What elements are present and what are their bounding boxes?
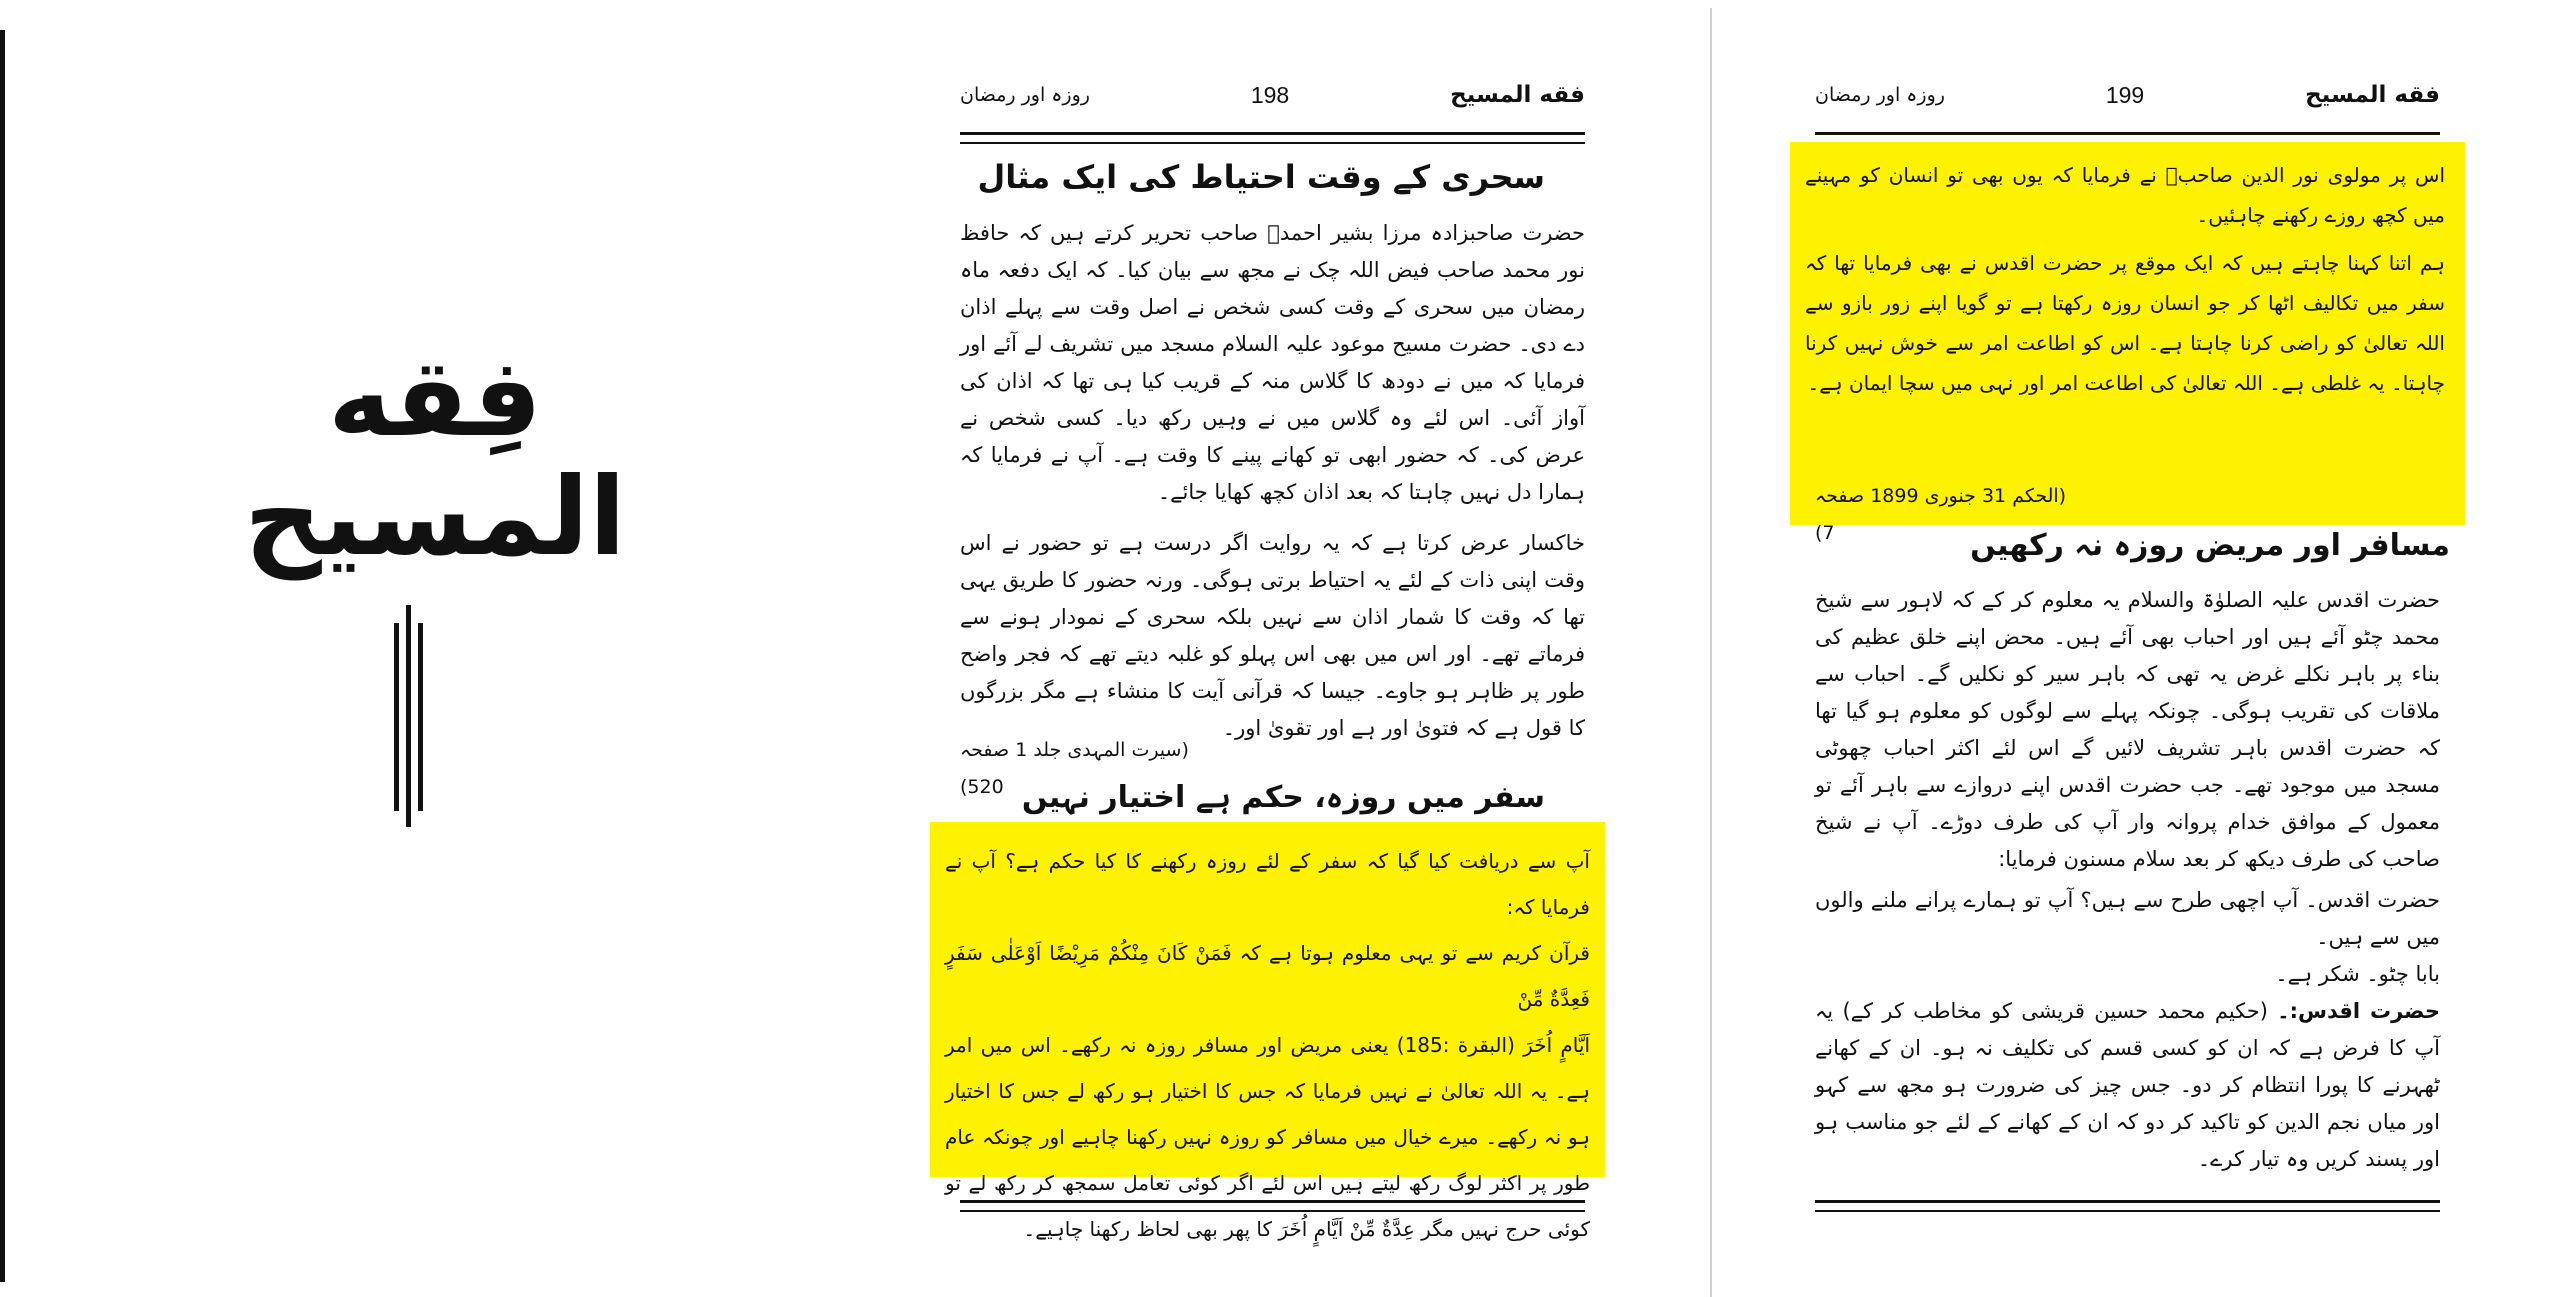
paragraph [960,525,1585,747]
paragraph-text: اَيَّامٍ اُخَرَ (البقرة :185) یعنی مریض اور مسافر روزہ نہ رکھے۔ اس میں امر ہے۔ یہ اللہ تعالیٰ نے نہیں فرمایا کہ جس کا اختیار ہو رکھ لے جس کا اختیار ہو نہ رکھے۔ میرے خیال میں مسافر کو روزہ نہیں رکھنا چاہیے اور چونکہ عام طور پر اکثر لوگ رکھ لیتے ہیں اس لئے اگر کوئی تعامل سمجھ کر رکھ لے تو کوئی حرج نہیں مگر عِدَّةٌ مِّنْ اَيَّامٍ اُخَرَ کا پھر بھی لحاظ رکھنا چاہیے۔ [945,1033,1591,1241]
cover-title: فِقه المسيح [244,336,626,580]
paragraph-text: حضرت اقدس علیہ الصلوٰۃ والسلام یہ معلوم کر کے کہ لاہور سے شیخ محمد چٹو آئے ہیں اور احباب بھی آئے ہیں۔ محض اپنے خلق عظیم کی بناء پر باہر نکلے غرض یہ تھی کہ باہر سیر کو نکلیں گے۔ احباب سے ملاقات کی تقریب ہوگی۔ چونکہ پہلے سے لوگوں کو معلوم ہو گیا تھا کہ حضرت اقدس باہر تشریف لائیں گے اس لئے اکثر احباب چھوٹی مسجد میں موجود تھے۔ جب حضرت اقدس اپنے دروازے سے باہر آئے تو معمول کے موافق خدام پروانہ وار آپ کی طرف دوڑے۔ آپ نے شیخ صاحب کی طرف دیکھ کر بعد سلام مسنون فرمایا: [1815,588,2440,871]
paragraph-text: آپ سے دریافت کیا گیا کہ سفر کے لئے روزہ رکھنے کا کیا حکم ہے؟ آپ نے فرمایا کہ: [945,849,1590,919]
footer-rule [1815,1200,2440,1212]
section-heading: مسافر اور مریض روزہ نہ رکھیں [1970,528,2450,563]
paragraph-text: قرآن کریم سے تو یہی معلوم ہوتا ہے کہ فَمَنْ كَانَ مِنْكُمْ مَرِيْضًا اَوْعَلٰى سَفَرٍ فَعِدَّةٌ مِّنْ [945,941,1590,1011]
section-heading: سفر میں روزہ، حکم ہے اختیار نہیں [1021,780,1545,815]
left-edge-rule [0,30,5,1282]
page-number: 198 [1250,81,1290,108]
page-198 [945,80,1591,1241]
book-title: فقه المسيح [2305,82,2440,108]
page-header [960,80,1585,110]
speaker-text: (حکیم محمد حسین قریشی کو مخاطب کر کے) یہ آپ کا فرض ہے کہ ان کو کسی قسم کی تکلیف نہ ہو۔ ان کے کھانے ٹھہرنے کا پورا انتظام کر دو۔ جس چیز کی ضرورت ہو مجھ سے کہو اور میاں نجم الدین کو تاکید کر دو کہ ان کے کھانے کے لئے جو مناسب ہو اور پسند کریں وہ تیار کرے۔ [1815,999,2440,1171]
page-header [1815,80,2440,110]
book-spine-divider [1710,8,1712,1297]
page-199 [1805,80,2450,1230]
chapter-title: روزہ اور رمضان [1815,84,1945,106]
paragraph-text: بابا چٹو۔ شکر ہے۔ [2275,962,2440,986]
footer-rule [960,1200,1585,1212]
paragraph-text [1815,993,2440,1178]
book-title: فقه المسيح [1450,82,1585,108]
paragraph-text: ہم اتنا کہنا چاہتے ہیں کہ ایک موقع پر حضرت اقدس نے بھی فرمایا تھا کہ سفر میں تکالیف اٹھا کر جو انسان روزہ رکھتا ہے تو گویا اپنے زور بازو سے اللہ تعالیٰ کو راضی کرنا چاہتا ہے۔ اس کو اطاعت امر سے خوش نہیں کرنا چاہتا۔ یہ غلطی ہے۔ اللہ تعالیٰ کی اطاعت امر اور نہی میں سچا ایمان ہے۔ [1805,251,2445,395]
cover-ornament [394,605,426,827]
paragraph [960,215,1585,511]
header-rule [960,132,1585,144]
paragraph-text: حضرت صاحبزادہ مرزا بشیر احمدؓ صاحب تحریر کرتے ہیں کہ حافظ نور محمد صاحب فیض اللہ چک نے مجھ سے بیان کیا۔ کہ ایک دفعہ ماہ رمضان میں سحری کے وقت کسی شخص نے اصل وقت سے پہلے اذان دے دی۔ حضرت مسیح موعود علیہ السلام مسجد میں تشریف لے آئے اور فرمایا کہ میں نے دودھ کا گلاس منہ کے قریب کیا ہی تھا کہ اذان کی آواز آئی۔ اس لئے وہ گلاس میں نے وہیں رکھ دیا۔ کسی شخص نے عرض کی۔ کہ حضور ابھی تو کھانے پینے کا وقت ہے۔ آپ نے فرمایا کہ ہمارا دل نہیں چاہتا کہ بعد اذان کچھ کھایا جائے۔ [960,221,1585,504]
section-heading: سحری کے وقت احتیاط کی ایک مثال [977,158,1545,196]
reference-text: (سیرت المہدی جلد 1 صفحہ 520) [960,739,1189,798]
paragraph-text: حضرت اقدس۔ آپ اچھی طرح سے ہیں؟ آپ تو ہمارے پرانے ملنے والوں میں سے ہیں۔ [1815,888,2440,949]
paragraph [1815,582,2440,1178]
paragraph-text: خاکسار عرض کرتا ہے کہ یہ روایت اگر درست ہے تو حضور نے اس وقت اپنی ذات کے لئے یہ احتیاط برتی ہوگی۔ ورنہ حضور کا طریق یہی تھا کہ وقت کا شمار اذان سے نہیں بلکہ سحری کے نمودار ہونے سے فرماتے تھے۔ اور اس میں بھی اس پہلو کو غلبہ دیتے تھے کہ فجر واضح طور پر ظاہر ہو جاوے۔ جیسا کہ قرآنی آیت کا منشاء ہے مگر بزرگوں کا قول ہے کہ فتویٰ اور ہے اور تقویٰ اور۔ [960,531,1585,740]
chapter-title: روزہ اور رمضان [960,84,1090,106]
highlighted-paragraph [1805,155,2445,403]
reference-text: (الحکم 31 جنوری 1899 صفحہ 7) [1815,485,2067,544]
paragraph-text: اس پر مولوی نور الدین صاحبؓ نے فرمایا کہ یوں بھی تو انسان کو مہینے میں کچھ روزے رکھنے چاہئیں۔ [1805,163,2445,227]
speaker-label: حضرت اقدس:۔ [2277,999,2440,1023]
highlighted-paragraph [945,838,1590,1252]
page-number: 199 [2105,81,2145,108]
